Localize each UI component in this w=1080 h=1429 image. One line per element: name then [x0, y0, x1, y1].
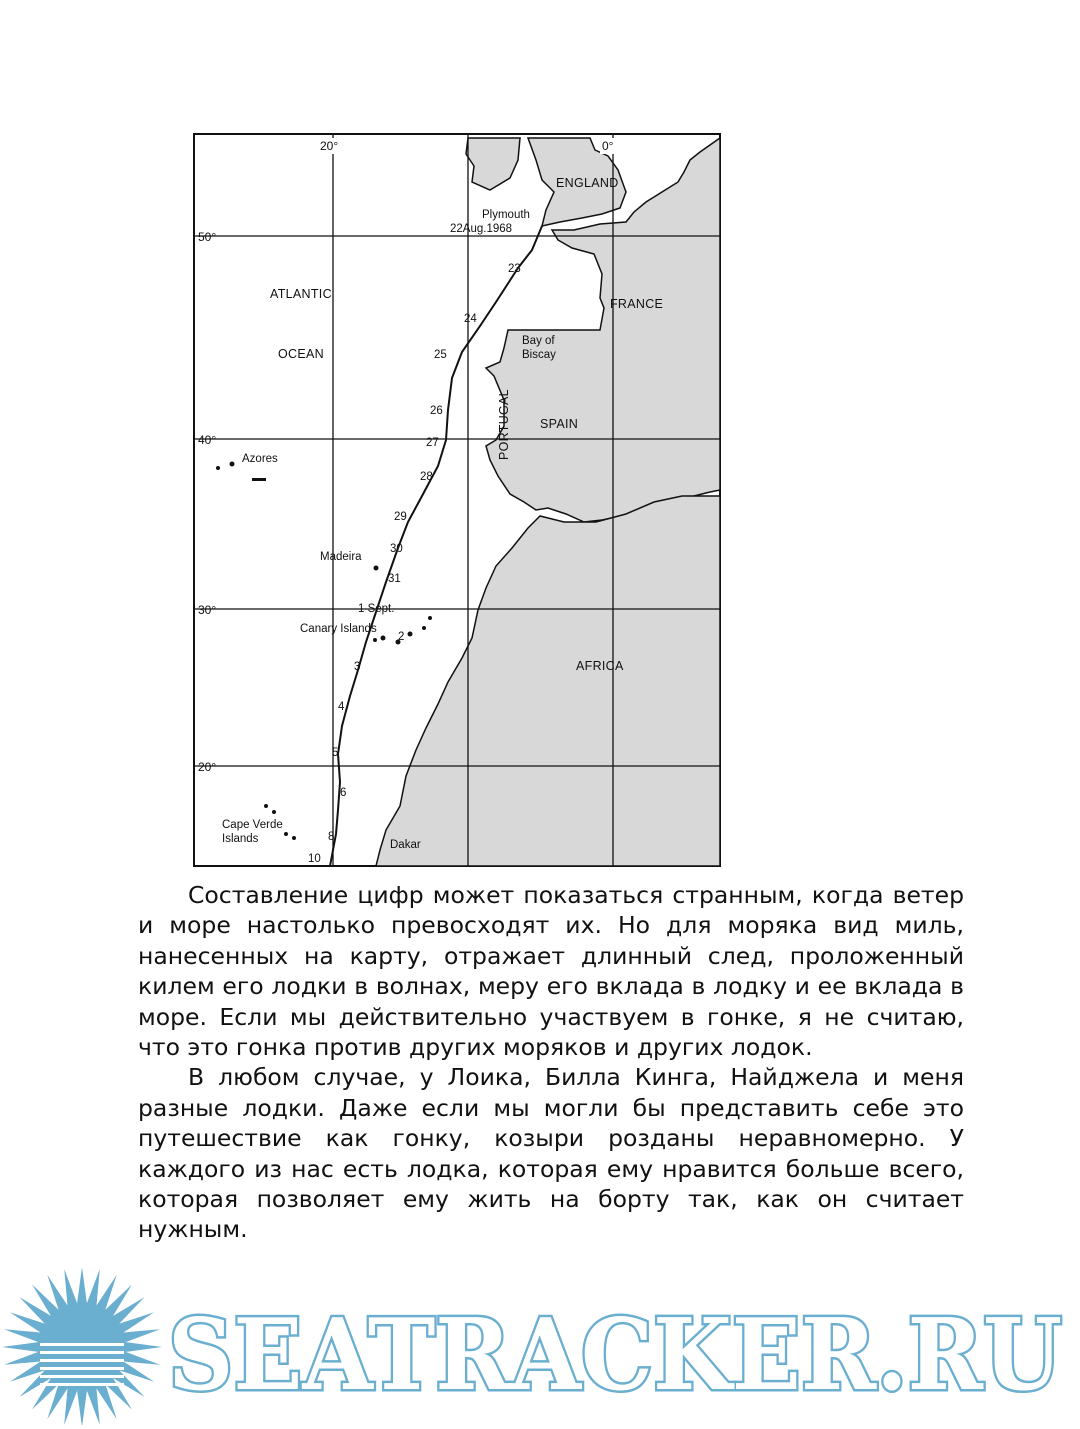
sun-stripe [40, 1383, 124, 1386]
route-day-label: 6 [340, 787, 347, 799]
country-label-africa: AFRICA [576, 659, 624, 673]
country-label-england: ENGLAND [556, 176, 619, 190]
route-day-label: 30 [390, 543, 403, 555]
ocean-label-ocean: OCEAN [278, 347, 324, 361]
ocean-label-atlantic: ATLANTIC [270, 287, 332, 301]
bay-label-line2: Biscay [522, 349, 556, 361]
bay-label-line1: Bay of [522, 335, 555, 347]
paragraph: В любом случае, у Лоика, Билла Кинга, Найджела и меня разные лодки. Даже если мы могли бы представить себе это путешествие как гонку, козыри розданы неравномерно. У каждого из нас есть лодка, которая ему нравится больше всего, которая позволяет ему жить на борту так, как он считает нужным. [138, 1063, 964, 1244]
cape-verde-island [284, 832, 288, 836]
place-label-plymouth: Plymouth [482, 209, 530, 221]
route-day-label: 27 [426, 437, 439, 449]
cape-verde-island [292, 836, 296, 840]
cape-verde-island [264, 804, 268, 808]
sun-stripe [40, 1343, 124, 1346]
parallel-30-label: 30° [198, 603, 217, 617]
watermark-text: SEATRACKER.RU [168, 1298, 1062, 1413]
place-label-madeira: Madeira [320, 551, 362, 563]
parallel-50-label: 50° [198, 230, 217, 244]
country-label-portugal: PORTUGAL [497, 389, 511, 460]
parallel-20-label: 20° [198, 760, 217, 774]
route-day-label: 8 [328, 831, 335, 843]
parallel-40-label: 40° [198, 433, 217, 447]
place-label-azores: Azores [242, 453, 278, 465]
start-date-label: 22Aug.1968 [450, 223, 513, 235]
azores-island [216, 466, 220, 470]
azores-island [252, 478, 266, 481]
body-text [138, 880, 964, 1245]
sun-stripe [40, 1375, 124, 1378]
route-map [190, 130, 726, 870]
meridian-20-label: 20° [320, 139, 339, 153]
route-day-label: 31 [388, 573, 401, 585]
canary-island [408, 632, 413, 637]
route-day-label: 28 [420, 471, 433, 483]
route-day-label: 25 [434, 349, 447, 361]
place-label-dakar: Dakar [390, 839, 421, 851]
canary-island [422, 626, 426, 630]
route-day-label: 24 [464, 313, 477, 325]
route-day-label: 3 [354, 661, 361, 673]
route-day-label: 5 [332, 747, 339, 759]
cape-verde-island [272, 810, 276, 814]
route-day-label: 4 [338, 701, 345, 713]
route-day-label: 1 Sept. [358, 603, 395, 615]
route-day-label: 29 [394, 511, 407, 523]
paragraph: Составление цифр может показаться странным, когда ветер и море настолько превосходят их. Но для моряка вид миль, нанесенных на карту, отражает длинный след, проложенный килем его лодки в волнах, меру его вклада в лодку и ее вклада в море. Если мы действительно участвуем в гонке, я не считаю, что это гонка против других моряков и других лодок. [138, 881, 964, 1062]
canary-island [373, 638, 377, 642]
route-day-label: 23 [508, 263, 521, 275]
place-label-cape-verde-2: Islands [222, 833, 259, 845]
place-label-cape-verde-1: Cape Verde [222, 819, 283, 831]
country-label-spain: SPAIN [540, 417, 579, 431]
sun-stripe [40, 1351, 124, 1354]
place-label-canary: Canary Islands [300, 623, 377, 635]
sun-logo [2, 1267, 162, 1425]
watermark [0, 1265, 1080, 1425]
canary-island [381, 636, 386, 641]
meridian-0-label: 0° [602, 139, 614, 153]
route-day-label: 2 [398, 631, 405, 643]
sun-stripe [40, 1359, 124, 1362]
country-label-france: FRANCE [610, 297, 664, 311]
route-day-label: 26 [430, 405, 443, 417]
sun-stripe [40, 1367, 124, 1370]
madeira-island [374, 566, 379, 571]
route-day-label: 10 [308, 853, 321, 865]
azores-island [230, 462, 235, 467]
canary-island [428, 616, 432, 620]
